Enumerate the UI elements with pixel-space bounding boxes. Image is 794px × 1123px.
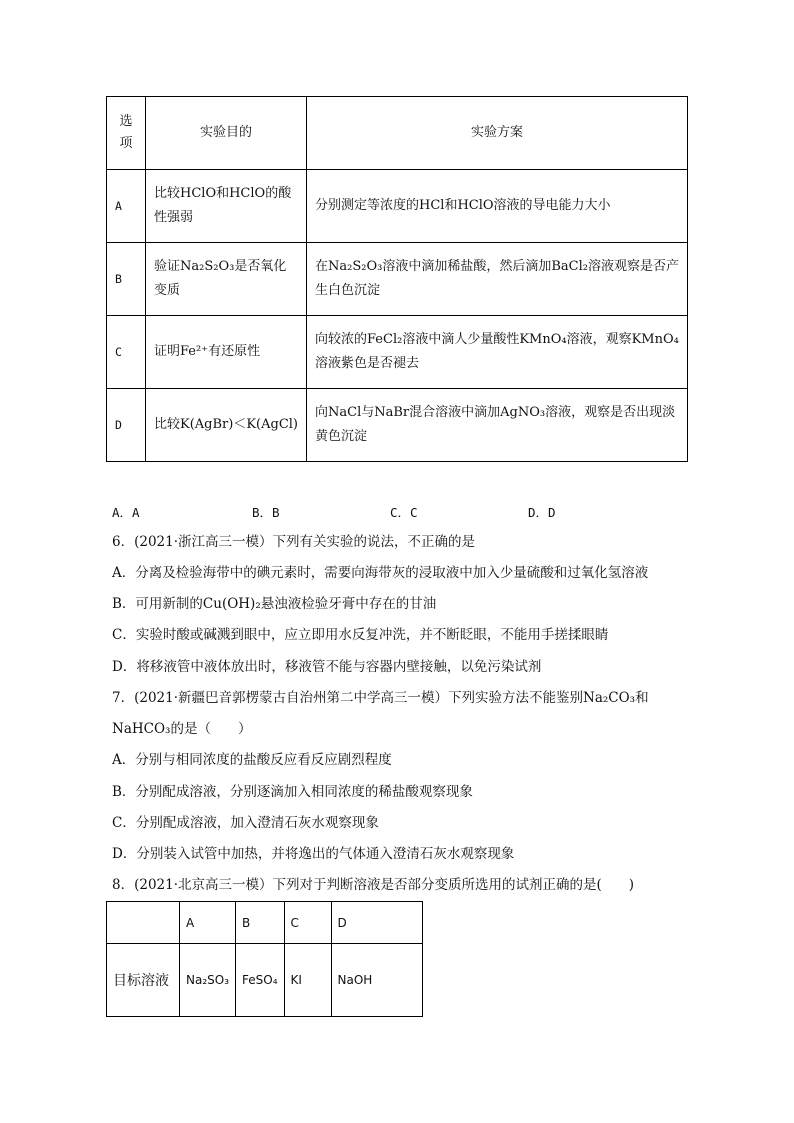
q7-option-a: A．分别与相同浓度的盐酸反应看反应剧烈程度 [112, 752, 392, 768]
table-header-row [107, 902, 423, 944]
cell-c: KI [284, 944, 331, 1017]
cell-d: NaOH [331, 944, 422, 1017]
reagent-table [106, 901, 423, 1017]
experiment-table [106, 96, 688, 462]
q7-stem-line2: NaHCO₃的是（ ） [112, 721, 252, 737]
row-option: B [107, 243, 146, 316]
option-b: B．B [252, 505, 280, 520]
cell-b: FeSO₄ [236, 944, 285, 1017]
row-label: 目标溶液 [107, 944, 180, 1017]
table-row [107, 316, 688, 389]
q6-option-c: C．实验时酸或碱溅到眼中，应立即用水反复冲洗，并不断眨眼，不能用手搓揉眼睛 [112, 627, 609, 643]
table-row [107, 944, 423, 1017]
option-c: C．C [390, 505, 418, 520]
q7-stem-line1: 7．(2021·新疆巴音郭楞蒙古自治州第二中学高三一模）下列实验方法不能鉴别Na₂CO₃和 [112, 690, 649, 706]
q7-option-b: B．分别配成溶液，分别逐滴加入相同浓度的稀盐酸观察现象 [112, 784, 473, 800]
row-plan: 在Na₂S₂O₃溶液中滴加稀盐酸，然后滴加BaCl₂溶液观察是否产生白色沉淀 [307, 243, 688, 316]
table-row [107, 170, 688, 243]
table-header-row [107, 97, 688, 170]
q6-stem: 6．(2021·浙江高三一模）下列有关实验的说法，不正确的是 [112, 534, 476, 550]
header-d: D [331, 902, 422, 944]
row-option: C [107, 316, 146, 389]
row-purpose: 证明Fe²⁺有还原性 [146, 316, 307, 389]
cell-a: Na₂SO₃ [180, 944, 236, 1017]
row-plan: 分别测定等浓度的HCl和HClO溶液的导电能力大小 [307, 170, 688, 243]
header-option: 选项 [107, 97, 146, 170]
row-purpose: 比较K(AgBr)＜K(AgCl) [146, 389, 307, 462]
header-empty [107, 902, 180, 944]
q7-option-d: D．分别装入试管中加热，并将逸出的气体通入澄清石灰水观察现象 [112, 846, 515, 862]
q7-option-c: C．分别配成溶液，加入澄清石灰水观察现象 [112, 815, 379, 831]
option-a: A．A [112, 505, 140, 520]
row-plan: 向NaCl与NaBr混合溶液中滴加AgNO₃溶液，观察是否出现淡黄色沉淀 [307, 389, 688, 462]
header-c: C [284, 902, 331, 944]
row-purpose: 验证Na₂S₂O₃是否氧化变质 [146, 243, 307, 316]
table-row [107, 389, 688, 462]
q8-stem: 8．(2021·北京高三一模）下列对于判断溶液是否部分变质所选用的试剂正确的是( ) [112, 877, 635, 893]
row-option: D [107, 389, 146, 462]
header-b: B [236, 902, 285, 944]
header-a: A [180, 902, 236, 944]
table-row [107, 243, 688, 316]
q6-option-d: D．将移液管中液体放出时，移液管不能与容器内壁接触，以免污染试剂 [112, 659, 542, 675]
row-option: A [107, 170, 146, 243]
header-purpose: 实验目的 [146, 97, 307, 170]
option-d: D．D [528, 505, 556, 520]
row-plan: 向较浓的FeCl₂溶液中滴人少量酸性KMnO₄溶液，观察KMnO₄溶液紫色是否褪去 [307, 316, 688, 389]
q6-option-b: B．可用新制的Cu(OH)₂悬浊液检验牙膏中存在的甘油 [112, 596, 437, 612]
row-purpose: 比较HClO和HClO的酸性强弱 [146, 170, 307, 243]
header-plan: 实验方案 [307, 97, 688, 170]
q6-option-a: A．分离及检验海带中的碘元素时，需要向海带灰的浸取液中加入少量硫酸和过氧化氢溶液 [112, 565, 649, 581]
